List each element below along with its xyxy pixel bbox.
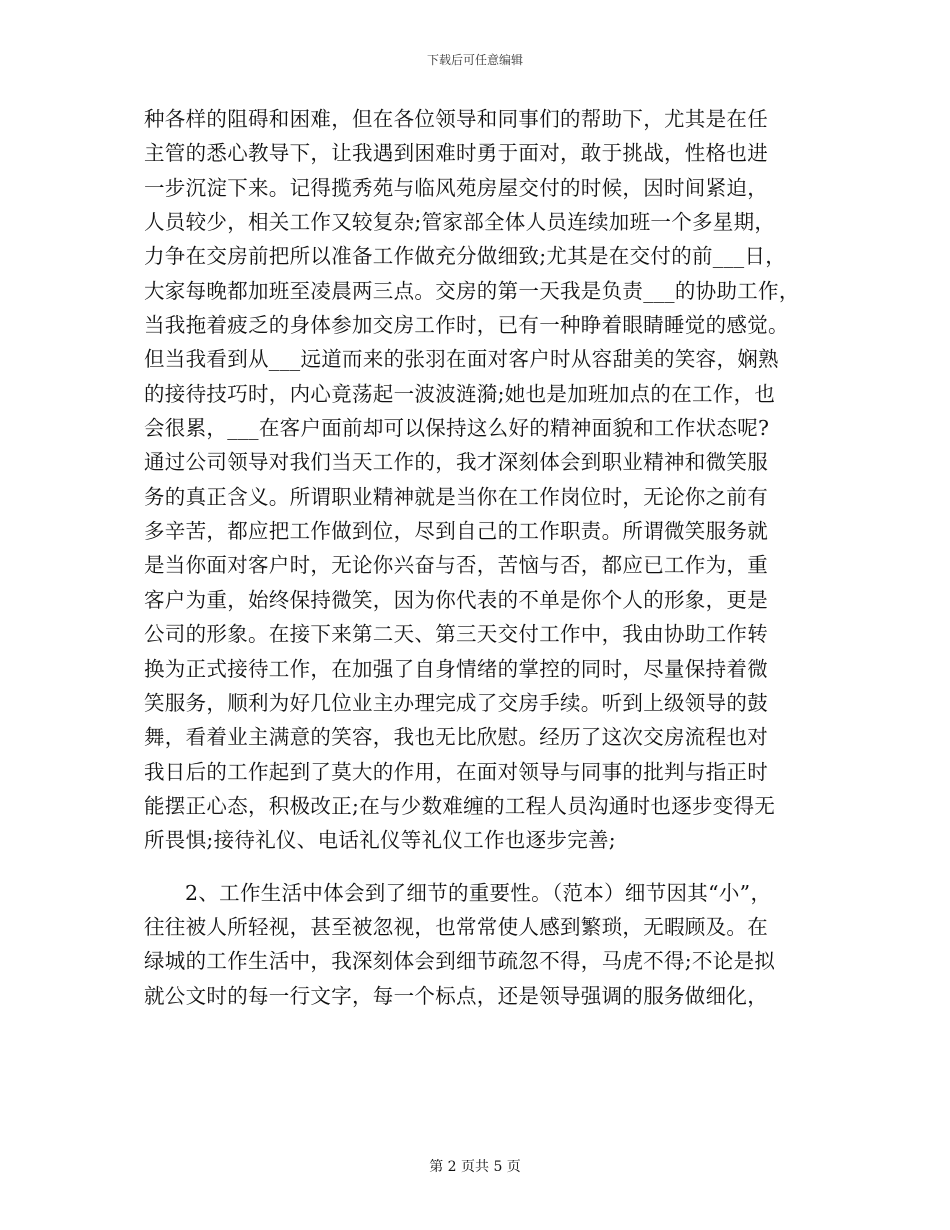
text-line: 会很累，___在客户面前却可以保持这么好的精神面貌和工作状态呢? xyxy=(144,416,770,441)
text-line: 换为正式接待工作，在加强了自身情绪的掌控的同时，尽量保持着微 xyxy=(144,656,768,681)
text-line: 是当你面对客户时，无论你兴奋与否，苦恼与否，都应已工作为，重 xyxy=(144,553,768,578)
paragraph-2 xyxy=(144,876,812,1013)
text-line: 多辛苦，都应把工作做到位，尽到自己的工作职责。所谓微笑服务就 xyxy=(144,519,768,544)
text-line: 2、工作生活中体会到了细节的重要性。（范本）细节因其“小”， xyxy=(185,880,772,905)
text-line: 种各样的阻碍和困难，但在各位领导和同事们的帮助下，尤其是在任 xyxy=(144,107,768,131)
text-line: 就公文时的每一行文字，每一个标点，还是领导强调的服务做细化， xyxy=(144,983,768,1008)
text-line: 笑服务，顺利为好几位业主办理完成了交房手续。听到上级领导的鼓 xyxy=(144,690,768,715)
text-line: 通过公司领导对我们当天工作的，我才深刻体会到职业精神和微笑服 xyxy=(144,450,768,475)
text-line: 能摆正心态，积极改正;在与少数难缠的工程人员沟通时也逐步变得无 xyxy=(144,793,776,818)
text-line: 的接待技巧时，内心竟荡起一波波涟漪;她也是加班加点的在工作，也 xyxy=(144,381,776,406)
text-line: 人员较少，相关工作又较复杂;管家部全体人员连续加班一个多星期， xyxy=(144,210,776,235)
text-line: 我日后的工作起到了莫大的作用，在面对领导与同事的批判与指正时 xyxy=(144,759,768,784)
text-line: 绿城的工作生活中，我深刻体会到细节疏忽不得，马虎不得;不论是拟 xyxy=(144,949,776,974)
text-line: 主管的悉心教导下，让我遇到困难时勇于面对，敢于挑战，性格也进 xyxy=(144,141,768,166)
text-line: 往往被人所轻视，甚至被忽视，也常常使人感到繁琐，无暇顾及。在 xyxy=(144,914,768,939)
text-line: 一步沉淀下来。记得揽秀苑与临风苑房屋交付的时候，因时间紧迫， xyxy=(144,175,768,200)
paragraph-spacing xyxy=(144,858,812,876)
text-line: 当我拖着疲乏的身体参加交房工作时，已有一种睁着眼睛睡觉的感觉。 xyxy=(144,313,789,338)
page-header: 下载后可任意编辑 xyxy=(426,53,523,67)
text-line: 务的真正含义。所谓职业精神就是当你在工作岗位时，无论你之前有 xyxy=(144,484,768,509)
text-line: 大家每晚都加班至凌晨两三点。交房的第一天我是负责___的协助工作， xyxy=(144,278,800,303)
text-line: 客户为重，始终保持微笑，因为你代表的不单是你个人的形象，更是 xyxy=(144,587,768,612)
text-line: 所畏惧;接待礼仪、电话礼仪等礼仪工作也逐步完善; xyxy=(144,828,617,853)
text-line: 公司的形象。在接下来第二天、第三天交付工作中，我由协助工作转 xyxy=(144,622,768,647)
text-line: 舞，看着业主满意的笑容，我也无比欣慰。经历了这次交房流程也对 xyxy=(144,725,768,750)
document-body xyxy=(144,102,812,1013)
paragraph-1 xyxy=(144,102,812,858)
page-number: 第 2 页共 5 页 xyxy=(429,1159,521,1175)
text-line: 力争在交房前把所以准备工作做充分做细致;尤其是在交付的前___日， xyxy=(144,244,787,269)
text-line: 但当我看到从___远道而来的张羽在面对客户时从容甜美的笑容，娴熟 xyxy=(144,347,779,372)
